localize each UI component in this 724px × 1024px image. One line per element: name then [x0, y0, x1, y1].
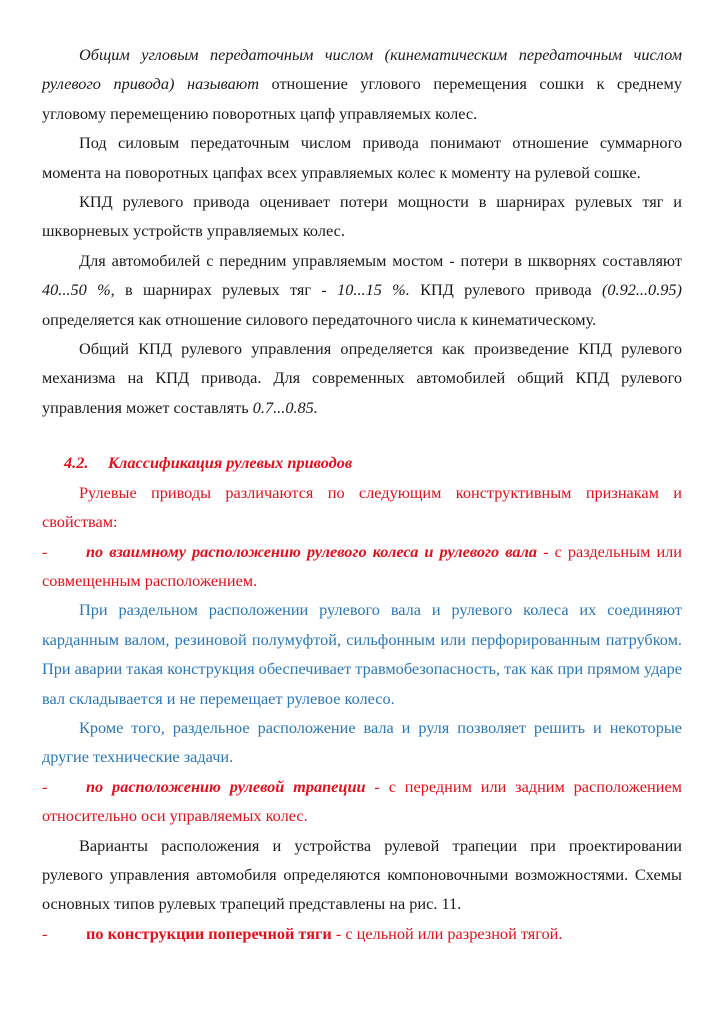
- section-title: Классификация рулевых приводов: [108, 453, 353, 473]
- text-losses-b: в шарнирах рулевых тяг -: [114, 280, 338, 300]
- text-kinematic-ratio: отношение углового перемещения сошки к среднему угловому перемещению поворотных цапф управляемых колес.: [42, 74, 682, 123]
- text-losses-a: Для автомобилей с передним управляемым мостом - потери в шкворнях составляют: [79, 250, 682, 270]
- bullet-text: - с передним или задним расположением относительно оси управляемых колес.: [42, 776, 682, 826]
- term-kinematic-ratio: Общим угловым передаточным числом (кинематическим передаточным числом рулевого привода) называют: [42, 45, 682, 94]
- bullet-dash: -: [42, 776, 48, 796]
- paragraph-separate-arrangement: При раздельном расположении рулевого вала и рулевого колеса их соединяют карданным валом, резиновой полумуфтой, сильфонным или перфорированным патрубком. При аварии такая конструкция обеспечивает травмобезопасность, так как при прямом ударе вал складывается и не перемещает рулевое колесо.: [42, 600, 682, 708]
- paragraph-efficiency: КПД рулевого привода оценивает потери мощности в шарнирах рулевых тяг и шкворневых устройств управляемых колес.: [42, 192, 682, 241]
- paragraph-total-efficiency: [42, 334, 682, 422]
- bullet-wheel-shaft-arrangement: [42, 537, 682, 596]
- paragraph-classification-intro: Рулевые приводы различаются по следующим конструктивным признакам и свойствам:: [42, 482, 682, 532]
- text-total-efficiency: Общий КПД рулевого управления определяется как произведение КПД рулевого механизма на КПД привода. Для современных автомобилей общий КПД рулевого управления может составлять: [42, 339, 682, 417]
- value-joint-losses: 10...15 %.: [337, 280, 410, 300]
- bullet-text: - с раздельным или совмещенным расположением.: [42, 541, 682, 590]
- paragraph-trapezoid-variants: Варианты расположения и устройства рулевой трапеции при проектировании рулевого управления автомобиля определяются компоновочными возможностями. Схемы основных типов рулевых трапеций представлены на рис. 11.: [42, 835, 682, 914]
- bullet-dash: -: [42, 923, 48, 943]
- bullet-dash: -: [42, 541, 48, 561]
- section-heading: [42, 448, 682, 477]
- bullet-trapezoid-position: [42, 772, 682, 831]
- bullet-tie-rod-design: [42, 919, 682, 948]
- document-page: [42, 40, 682, 948]
- value-total-efficiency: 0.7...0.85.: [252, 397, 318, 417]
- paragraph-force-ratio: Под силовым передаточным числом привода понимают отношение суммарного момента на поворотных цапфах всех управляемых колес к моменту на рулевой сошке.: [42, 133, 682, 182]
- value-drive-efficiency: (0.92...0.95): [601, 280, 682, 300]
- paragraph-losses: [42, 246, 682, 334]
- bullet-term: по взаимному расположению рулевого колеса и рулевого вала: [86, 541, 538, 561]
- text-losses-c: КПД рулевого привода: [409, 280, 602, 300]
- text-losses-d: определяется как отношение силового передаточного числа к кинематическому.: [42, 309, 597, 329]
- value-kingpin-losses: 40...50 %,: [42, 280, 115, 300]
- paragraph-kinematic-ratio: [42, 40, 682, 128]
- bullet-term: по конструкции поперечной тяги: [86, 923, 332, 943]
- paragraph-other-tasks: Кроме того, раздельное расположение вала и руля позволяет решить и некоторые другие технические задачи.: [42, 717, 682, 767]
- bullet-term: по расположению рулевой трапеции: [86, 776, 366, 796]
- bullet-text: - с цельной или разрезной тягой.: [331, 923, 563, 943]
- section-number: 4.2.: [64, 453, 89, 473]
